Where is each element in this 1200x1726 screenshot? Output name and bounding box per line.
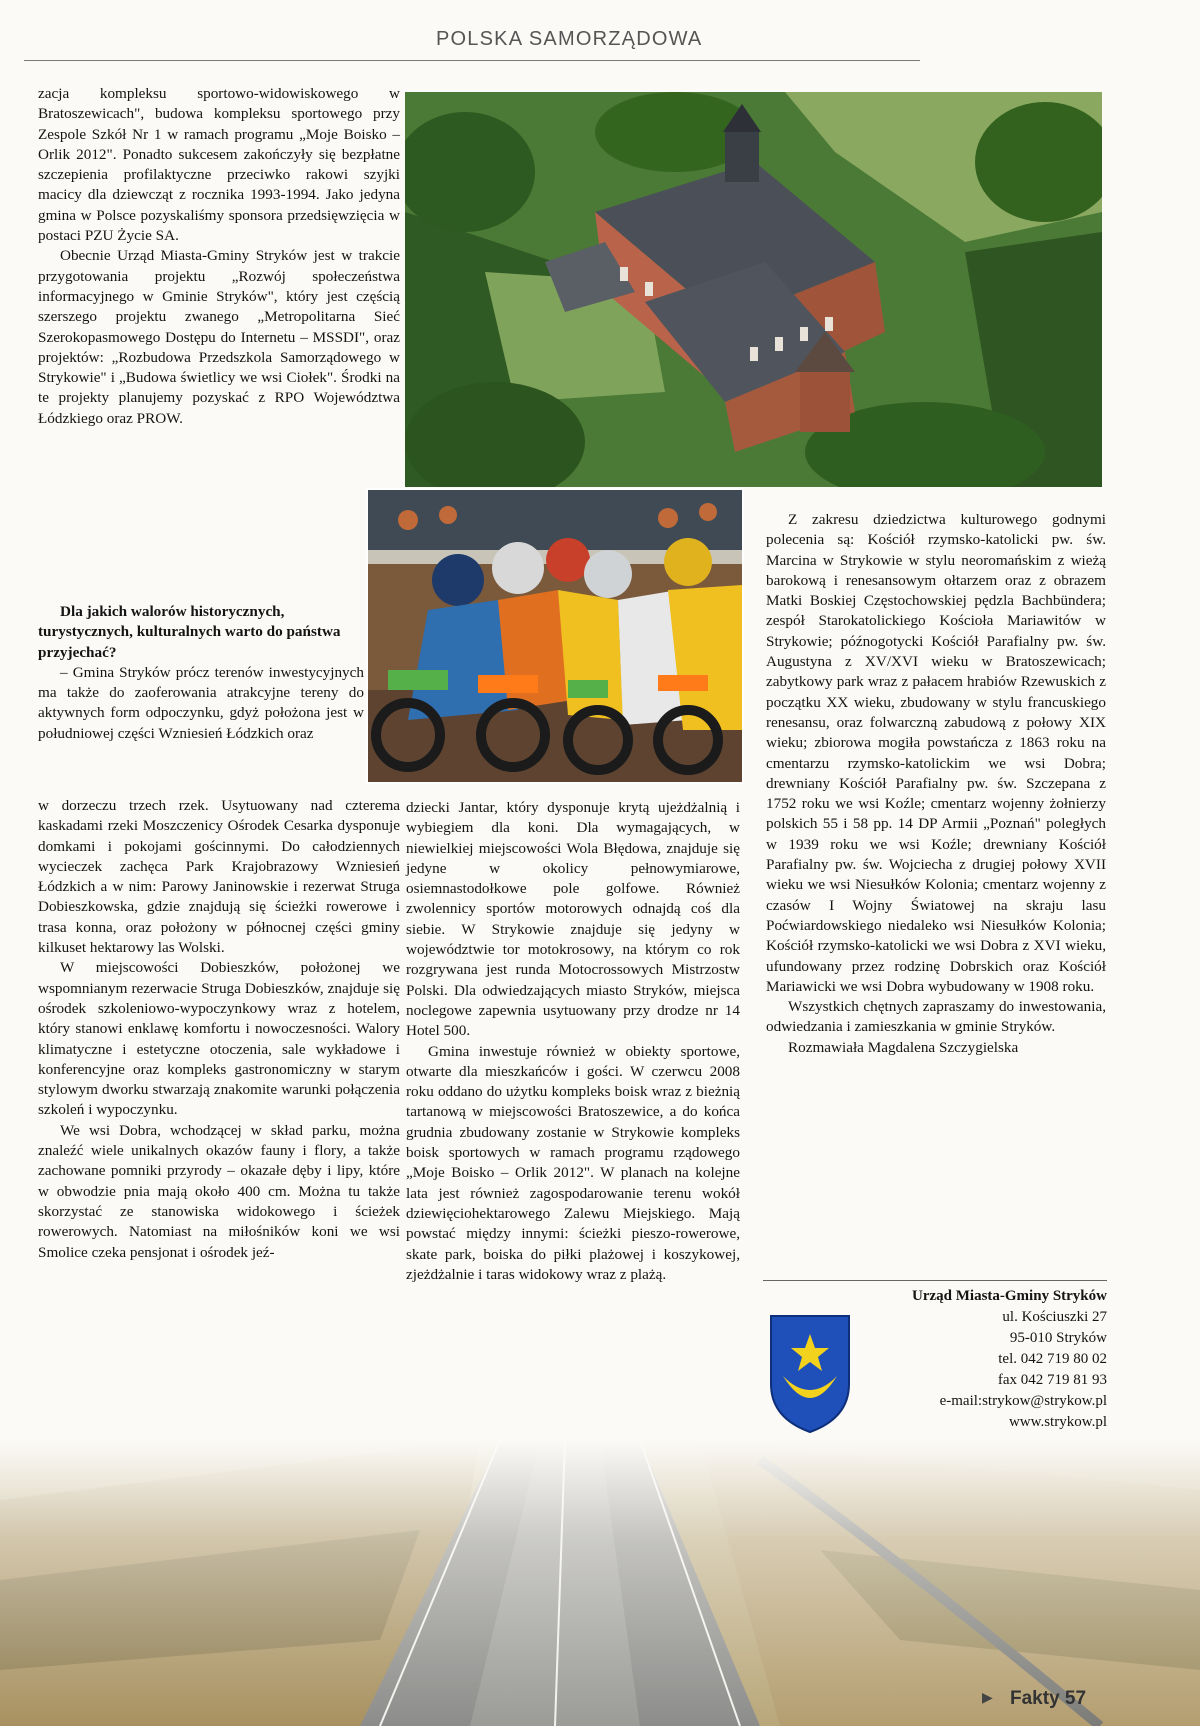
paragraph: W miejscowości Dobieszków, położonej we wspomnianym rezerwacie Struga Dobieszków, znajduje się ośrodek szkoleniowo-wypoczynkowy wraz z hotelem, który stanowi enklawę komfortu i nowoczesności. Walory klimatyczne i estetyczne otoczenia, sale wykładowe i konferencyjne oraz kompleks gastronomiczny w starym stylowym dworku stwarzają znakomite warunki połączenia szkoleń i wypoczynku.: [38, 959, 400, 1119]
column-1-bottom: [38, 796, 400, 1456]
highway-illustration: [0, 1440, 1200, 1726]
author-signature: Rozmawiała Magdalena Szczygielska: [788, 1038, 1019, 1056]
paragraph: Obecnie Urząd Miasta-Gminy Stryków jest w trakcie przygotowania projektu „Rozwój społeczeństwa informacyjnego w Gminie Stryków", który jest częścią szerszego projektu zwanego „Metropolitarna Sieć Szerokopasmowego Dostępu do Internetu – MSSDI", oraz projektów: „Rozbudowa Przedszkola Samorządowego w Strykowie" i „Budowa świetlicy we wsi Ciołek". Środki na te projekty planujemy pozyskać z RPO Województwa Łódzkiego oraz PROW.: [38, 247, 400, 427]
church-aerial-illustration: [405, 92, 1102, 487]
paragraph: Wszystkich chętnych zapraszamy do inwestowania, odwiedzania i zamieszkania w gminie Stryków.: [766, 998, 1106, 1036]
contact-lines: [857, 1286, 1107, 1433]
motocross-photo: [366, 488, 744, 784]
page-number: Fakty 57: [1010, 1688, 1087, 1709]
paragraph: – Gmina Stryków prócz terenów inwestycyjnych ma także do zaoferowania atrakcyjne tereny do aktywnych form odpoczynku, gdyż położona jest w południowej części Wzniesień Łódzkich oraz: [38, 663, 364, 742]
fax-number: fax 042 719 81 93: [997, 1372, 1107, 1388]
highway-background-photo: [0, 1440, 1200, 1726]
motocross-illustration: [368, 490, 742, 782]
street-address: ul. Kościuszki 27: [1002, 1309, 1107, 1325]
chevron-right-icon: ▶: [982, 1691, 993, 1706]
running-header: [24, 22, 920, 62]
paragraph: Gmina inwestuje również w obiekty sportowe, otwarte dla mieszkańców i gości. W czerwcu 2008 roku oddano do użytku kompleks boisk wraz z bieżnią tartanową w miejscowości Bratoszewice, a do końca grudnia zbudowany zostanie w Strykowie kompleks boisk sportowych w ramach programu rządowego „Moje Boisko – Orlik 2012". W planach na kolejne lata jest również zagospodarowanie terenu wokół dziewięciohektarowego Zalewu Miejskiego. Mają powstać między innymi: ścieżki pieszo-rowerowe, skate park, boiska do piłki plażowej i koszykowej, zjeżdżalnie i taras widokowy wraz z plażą.: [406, 1042, 740, 1283]
postal-city: 95-010 Stryków: [1009, 1330, 1107, 1346]
column-1-top: [38, 84, 400, 486]
column-2: [406, 798, 740, 1458]
office-name: Urząd Miasta-Gminy Stryków: [912, 1288, 1107, 1304]
interview-question: Dla jakich walorów historycznych, turystycznych, kulturalnych warto do państwa przyjechać?: [38, 603, 341, 661]
church-aerial-photo: [405, 92, 1102, 487]
section-title: POLSKA SAMORZĄDOWA: [436, 28, 703, 50]
paragraph: Z zakresu dziedzictwa kulturowego godnymi polecenia są: Kościół rzymsko-katolicki pw. św. Marcina w Strykowie w stylu neoromańskim z wieżą barokową i renesansowym ołtarzem oraz z obrazem Matki Boskiej Częstochowskiej pędzla Bachbündera; zespół Starokatolickiego Kościoła Mariawitów w Strykowie; późnogotycki Kościół Parafialny pw. św. Augustyna z XV/XVI wieku w Bratoszewicach; zabytkowy park wraz z pałacem hrabiów Rzewuskich z początku XX wieku, zbudowany w stylu francuskiego renesansu, oraz folwarczną zabudową z połowy XIX wieku; zbiorowa mogiła powstańcza z 1863 roku na cmentarzu rzymsko-katolickim we wsi Dobra; drewniany Kościół Parafialny pw. św. Szczepana z 1752 roku we wsi Koźle; cmentarz wojenny żołnierzy polskich 55 i 58 pp. 14 DP Armii „Poznań" poległych w 1939 roku we wsi Koźle; drewniany Kościół Parafialny pw. św. Wojciecha z drugiej połowy XVII wieku we wsi Niesułków Kolonia; cmentarz wojenny z czasów I Wojny Światowej na skraju lasu Poćwiardowskiego niedaleko wsi Niesułków Kolonia; Kościół rzymsko-katolicki we wsi Dobra z XVI wieku, ufundowany przez rodzinę Dobrskich oraz Kościół Mariawicki we wsi Dobra wybudowany w 1908 roku.: [766, 511, 1106, 995]
column-3: [766, 510, 1106, 1260]
paragraph: dziecki Jantar, który dysponuje krytą ujeżdżalnią i wybiegiem dla koni. Dla wymagających, w niewielkiej miejscowości Wola Błędowa, znajduje się jedyne w okolicy pełnowymiarowe, osiemnastodołkowe pole golfowe. Również zwolennicy sportów motorowych odnajdą coś dla siebie. W Strykowie znajduje się jedyny w województwie tor motokrosowy, na którym co rok rozgrywana jest runda Motocrossowych Mistrzostw Polski. Dla odwiedzających miasto Stryków, miejsca noclegowe zapewnia usytuowany przy drodze nr 14 Hotel 500.: [406, 799, 740, 1040]
header-rule: [24, 60, 920, 61]
phone-number: tel. 042 719 80 02: [998, 1351, 1107, 1367]
paragraph: w dorzeczu trzech rzek. Usytuowany nad czterema kaskadami rzeki Moszczenicy Ośrodek Cesarka dysponuje domkami i pokojami gościnnymi. Do całodziennych wycieczek zachęca Park Krajobrazowy Wzniesień Łódzkich a w nim: Parowy Janinowskie i rezerwat Struga Dobieszkowska, gdzie znajdują się ścieżki rowerowe i trasa konna, oraz położony w północnej części gminy kilkuset hektarowy las Wolski.: [38, 797, 400, 957]
paragraph: zacja kompleksu sportowo-widowiskowego w Bratoszewicach", budowa kompleksu sportowego przy Zespole Szkół Nr 1 w ramach programu „Moje Boisko – Orlik 2012". Ponadto sukcesem zakończyły się bezpłatne szczepienia profilaktyczne przeciwko rakowi szyjki macicy dla dziewcząt z rocznika 1993-1994. Jako jedyna gmina w Polsce pozyskaliśmy sponsora przedsięwzięcia w postaci PZU Życie SA.: [38, 85, 400, 245]
contact-rule: [763, 1280, 1107, 1281]
email-address[interactable]: e-mail:strykow@strykow.pl: [939, 1393, 1107, 1409]
paragraph: We wsi Dobra, wchodzącej w skład parku, można znaleźć wiele unikalnych okazów fauny i flory, a także zachowane pomniki przyrody – okazałe dęby i lipy, które w obwodzie pnia mają około 400 cm. Można tu także skorzystać ze stanowiska widokowego i ścieżek rowerowych. Natomiast na miłośników koni we wsi Smolice czeka pensjonat i ośrodek jeź-: [38, 1121, 400, 1261]
contact-box: [763, 1280, 1107, 1450]
website-link[interactable]: www.strykow.pl: [1008, 1414, 1107, 1430]
crest-icon: [769, 1314, 851, 1434]
